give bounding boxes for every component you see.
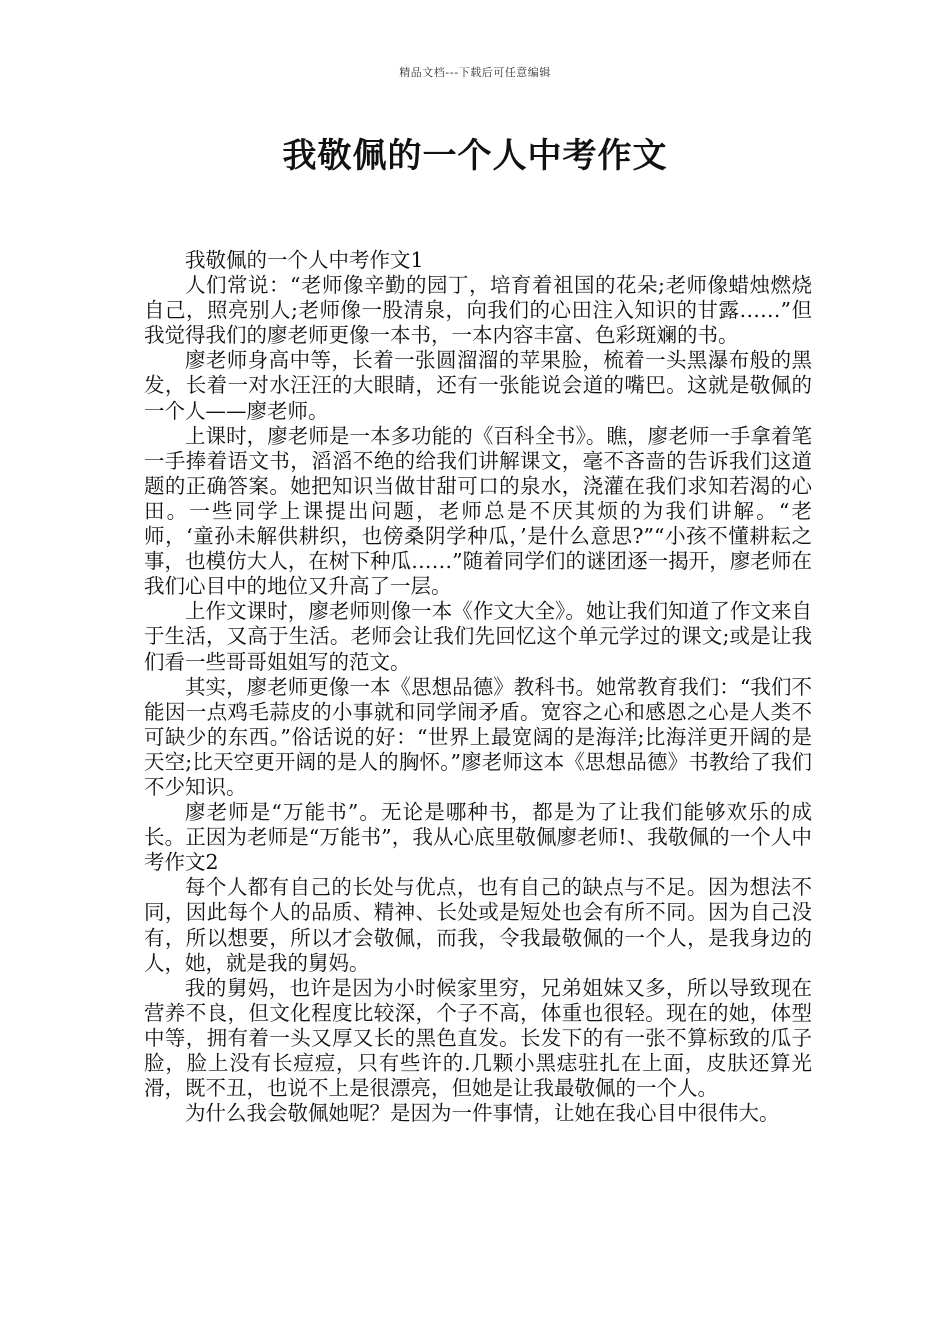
- paragraph: 我的舅妈，也许是因为小时候家里穷，兄弟姐妹又多，所以导致现在营养不良，但文化程度比较深，个子不高，体重也很轻。现在的她，体型中等，拥有着一头又厚又长的黑色直发。长发下的有一张不算标致的瓜子脸，脸上没有长痘痘，只有些许的.几颗小黑痣驻扎在上面，皮肤还算光滑，既不丑，也说不上是很漂亮，但她是让我最敬佩的一个人。: [144, 975, 812, 1101]
- paragraph: 每个人都有自己的长处与优点，也有自己的缺点与不足。因为想法不同，因此每个人的品质、精神、长处或是短处也会有所不同。因为自己没有，所以想要，所以才会敬佩，而我，令我最敬佩的一个人，是我身边的人，她，就是我的舅妈。: [144, 875, 812, 975]
- paragraph: 为什么我会敬佩她呢？是因为一件事情，让她在我心目中很伟大。: [185, 1101, 780, 1126]
- document-title: 我敬佩的一个人中考作文: [282, 136, 668, 176]
- paragraph: 人们常说：“老师像辛勤的园丁，培育着祖国的花朵;老师像蜡烛燃烧自己，照亮别人;老师像一股清泉，向我们的心田注入知识的甘露……”但我觉得我们的廖老师更像一本书，一本内容丰富、色彩斑斓的书。: [144, 273, 812, 348]
- document-body: [144, 248, 812, 1126]
- paragraph: 廖老师身高中等，长着一张圆溜溜的苹果脸，梳着一头黑瀑布般的黑发，长着一对水汪汪的大眼睛，还有一张能说会道的嘴巴。这就是敬佩的一个人——廖老师。: [144, 348, 812, 423]
- paragraph: 廖老师是“万能书”。无论是哪种书，都是为了让我们能够欢乐的成长。正因为老师是“万能书”，我从心底里敬佩廖老师!、我敬佩的一个人中考作文2: [144, 800, 812, 875]
- paragraph: 其实，廖老师更像一本《思想品德》教科书。她常教育我们：“我们不能因一点鸡毛蒜皮的小事就和同学闹矛盾。宽容之心和感恩之心是人类不可缺少的东西。”俗话说的好：“世界上最宽阔的是海洋;比海洋更开阔的是天空;比天空更开阔的是人的胸怀。”廖老师这本《思想品德》书教给了我们不少知识。: [144, 674, 812, 799]
- header-note: 精品文档---下载后可任意编辑: [399, 66, 551, 79]
- paragraph: 上作文课时，廖老师则像一本《作文大全》。她让我们知道了作文来自于生活，又高于生活。老师会让我们先回忆这个单元学过的课文;或是让我们看一些哥哥姐姐写的范文。: [144, 599, 812, 674]
- paragraph: 我敬佩的一个人中考作文1: [185, 248, 424, 272]
- paragraph: 上课时，廖老师是一本多功能的《百科全书》。瞧，廖老师一手拿着笔一手捧着语文书，滔滔不绝的给我们讲解课文，毫不吝啬的告诉我们这道题的正确答案。她把知识当做甘甜可口的泉水，浇灌在我们求知若渴的心田。一些同学上课提出问题，老师总是不厌其烦的为我们讲解。“老师，‘童孙未解供耕织，也傍桑阴学种瓜，’是什么意思?”“小孩不懂耕耘之事，也模仿大人，在树下种瓜……”随着同学们的谜团逐一揭开，廖老师在我们心目中的地位又升高了一层。: [144, 423, 812, 599]
